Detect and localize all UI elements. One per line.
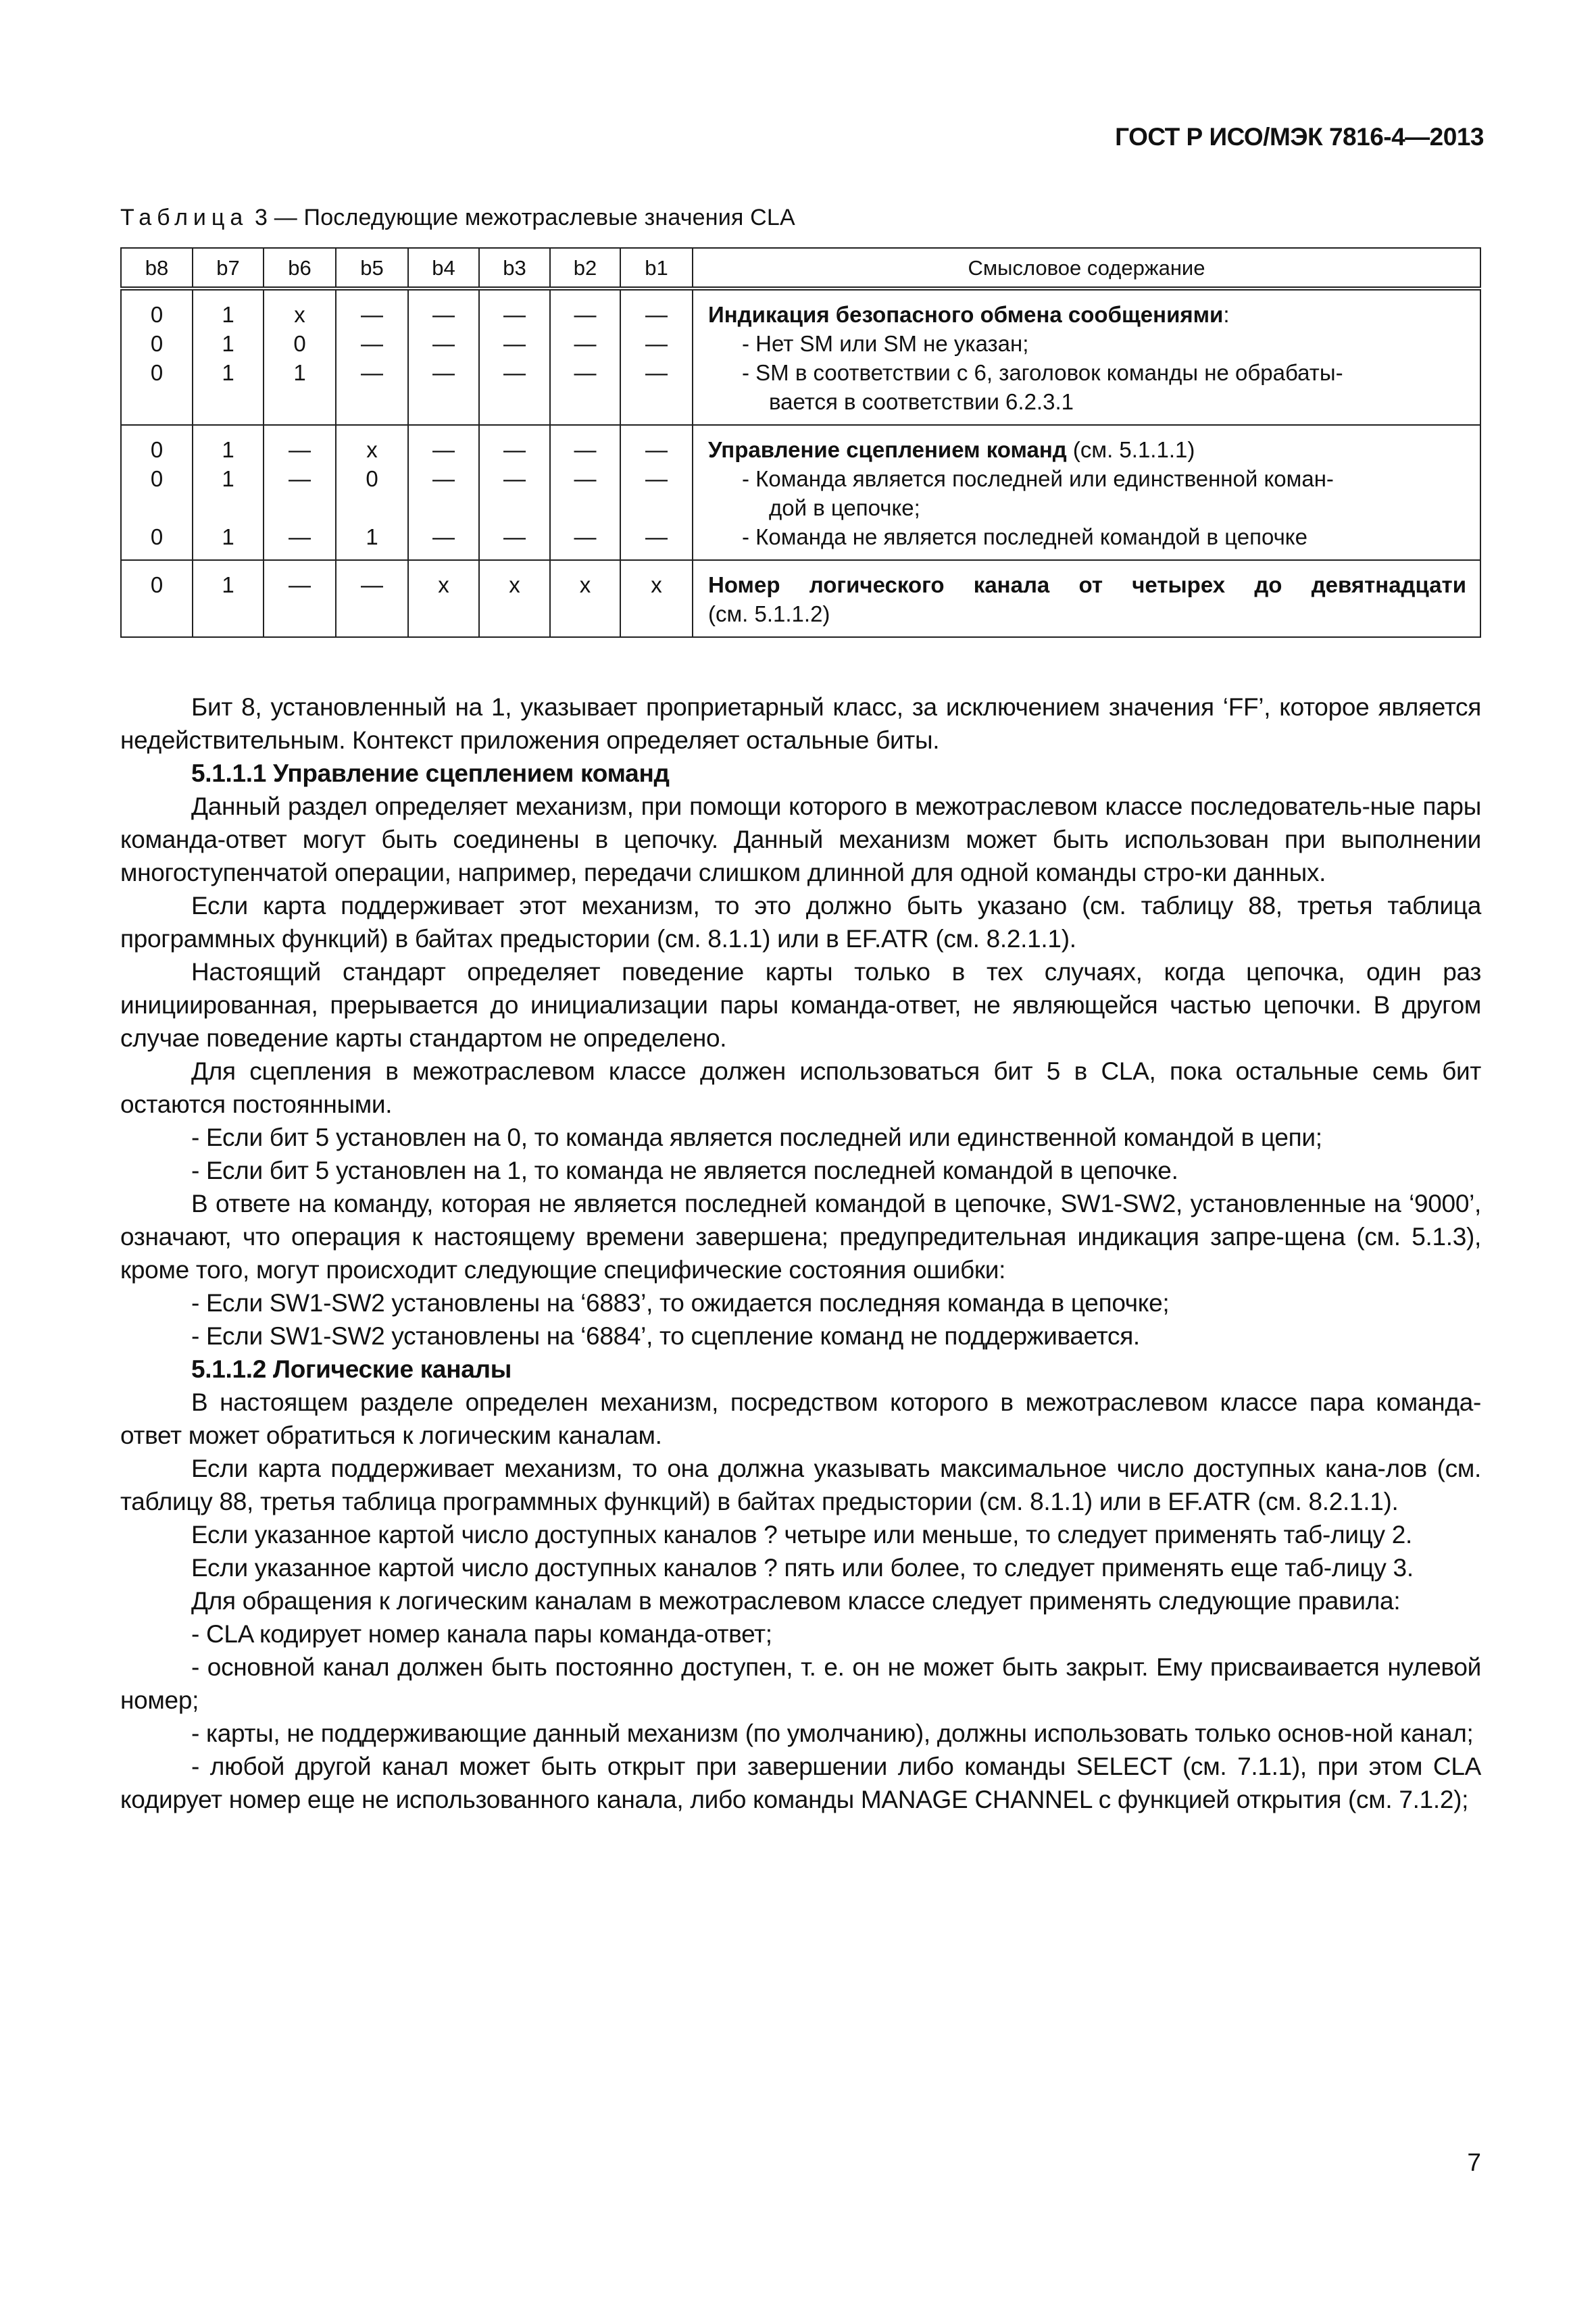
header-cell: b7 — [193, 248, 264, 288]
bit-cell: x — [408, 560, 479, 637]
list-item: - Если бит 5 установлен на 1, то команда не является последней командой в цепочке. — [191, 1157, 1178, 1184]
section-heading: 5.1.1.2 Логические каналы — [191, 1355, 512, 1383]
bit-cell: — — — — [408, 425, 479, 560]
paragraph: Если карта поддерживает этот механизм, то это должно быть указано (см. таблицу 88, третья таблица программных функций) в байтах предыстории (см. 8.1.1) или в EF.ATR (см. 8.2.1.1). — [120, 892, 1481, 953]
cla-values-table — [120, 247, 1481, 638]
page-number: 7 — [1467, 2148, 1481, 2176]
table-row — [121, 288, 1480, 425]
bit-cell: — — — — [550, 288, 620, 425]
paragraph: Если указанное картой число доступных каналов ? четыре или меньше, то следует применять таб-лицу 2. — [191, 1521, 1412, 1549]
bit-cell: 1 1 1 — [193, 425, 264, 560]
bit-cell: — — — — [620, 425, 693, 560]
bit-cell: — — — — [479, 425, 550, 560]
meaning-cell — [693, 560, 1480, 637]
meaning-item: - SM в соответствии с 6, заголовок команды не обрабаты- — [742, 360, 1343, 385]
header-cell: b3 — [479, 248, 550, 288]
list-item: - Если бит 5 установлен на 0, то команда является последней или единственной командой в цепи; — [191, 1124, 1322, 1151]
bit-cell: 1 — [193, 560, 264, 637]
list-item: - CLA кодирует номер канала пары команда-ответ; — [191, 1620, 772, 1648]
meaning-item: - Команда является последней или единственной коман- — [742, 466, 1334, 491]
meaning-item: - Команда не является последней командой в цепочке — [742, 524, 1307, 549]
paragraph: Если указанное картой число доступных каналов ? пять или более, то следует применять еще таб-лицу 3. — [191, 1554, 1414, 1582]
paragraph: В настоящем разделе определен механизм, посредством которого в межотраслевом классе пара команда-ответ может обратиться к логическим каналам. — [120, 1388, 1481, 1449]
bit-cell: x 0 1 — [264, 288, 336, 425]
paragraph: Для сцепления в межотраслевом классе должен использоваться бит 5 в CLA, пока остальные семь бит остаются постоянными. — [120, 1057, 1481, 1118]
document-header: ГОСТ Р ИСО/МЭК 7816-4—2013 — [1115, 123, 1484, 151]
paragraph: Данный раздел определяет механизм, при помощи которого в межотраслевом классе последователь-ные пары команда-ответ могут быть соединены в цепочку. Данный механизм может быть использован при выполнении многоступенчатой операции, например, передачи слишком длинной для одной команды стро-ки данных. — [120, 793, 1481, 886]
paragraph: Настоящий стандарт определяет поведение карты только в тех случаях, когда цепочка, один раз инициированная, прерывается до инициализации пары команда-ответ, не являющейся частью цепочки. В другом случае поведение карты стандартом не определено. — [120, 958, 1481, 1052]
bit-cell: x — [479, 560, 550, 637]
bit-cell: 0 — [121, 560, 193, 637]
bit-cell: — — — — [479, 288, 550, 425]
list-item: - Если SW1-SW2 установлены на ‘6884’, то сцепление команд не поддерживается. — [191, 1322, 1140, 1350]
paragraph: Бит 8, установленный на 1, указывает проприетарный класс, за исключением значения ‘FF’, которое является недействительным. Контекст приложения определяет остальные биты. — [120, 693, 1481, 754]
paragraph: Если карта поддерживает механизм, то она должна указывать максимальное число доступных кана-лов (см. таблицу 88, третья таблица программных функций) в байтах предыстории (см. 8.1.1) или в EF.ATR (см. 8.2.1.1). — [120, 1455, 1481, 1515]
list-item: - любой другой канал может быть открыт при завершении либо команды SELECT (см. 7.1.1), при этом CLA кодирует номер еще не использованного канала, либо команды MANAGE CHANNEL с функцией открытия (см. 7.1.2); — [120, 1753, 1481, 1813]
table-row — [121, 560, 1480, 637]
meaning-cell: Индикация безопасного обмена сообщениями: - Нет SM или SM не указан; - SM в соответствии с 6, заголовок команды не обрабаты- вается в соответствии 6.2.3.1 — [693, 288, 1480, 425]
bit-cell: x — [550, 560, 620, 637]
meaning-item: вается в соответствии 6.2.3.1 — [769, 389, 1074, 414]
header-cell: b1 — [620, 248, 693, 288]
meaning-title: Индикация безопасного обмена сообщениями — [708, 302, 1224, 327]
table-row — [121, 425, 1480, 560]
table-caption-text: 3 — Последующие межотраслевые значения CLA — [248, 205, 795, 230]
body-text — [120, 690, 1481, 1816]
meaning-item: - Нет SM или SM не указан; — [742, 331, 1029, 356]
paragraph: В ответе на команду, которая не является последней командой в цепочке, SW1-SW2, установленные на ‘9000’, означают, что операция к настоящему времени завершена; предупредительная индикация запре-щена (см. 5.1.3), кроме того, могут происходит следующие специфические состояния ошибки: — [120, 1190, 1481, 1284]
bit-cell: — — [264, 560, 336, 637]
meaning-item: дой в цепочке; — [769, 495, 920, 520]
header-cell: b8 — [121, 248, 193, 288]
bit-cell: — — — — [620, 288, 693, 425]
bit-cell: x 0 1 — [336, 425, 408, 560]
meaning-item: (см. 5.1.1.2) — [708, 601, 830, 626]
header-cell: b6 — [264, 248, 336, 288]
table-caption-word: Таблица — [120, 205, 249, 230]
list-item: - основной канал должен быть постоянно доступен, т. е. он не может быть закрыт. Ему присваивается нулевой номер; — [120, 1653, 1481, 1714]
bit-cell: — — — — [408, 288, 479, 425]
section-heading: 5.1.1.1 Управление сцеплением команд — [191, 759, 670, 787]
bit-cell: 0 0 0 — [121, 288, 193, 425]
meaning-title: Управление сцеплением команд — [708, 437, 1067, 462]
table-header-row — [121, 248, 1480, 288]
bit-cell: — — [336, 560, 408, 637]
list-item: - карты, не поддерживающие данный механизм (по умолчанию), должны использовать только основ-ной канал; — [191, 1719, 1474, 1747]
bit-cell: 1 1 1 — [193, 288, 264, 425]
bit-cell: 0 0 0 — [121, 425, 193, 560]
bit-cell: — — — — [550, 425, 620, 560]
meaning-cell: Управление сцеплением команд (см. 5.1.1.1) - Команда является последней или единственной коман- дой в цепочке; - Команда не является последней командой в цепочке — [693, 425, 1480, 560]
header-cell: b2 — [550, 248, 620, 288]
bit-cell: — — — — [336, 288, 408, 425]
header-cell: b4 — [408, 248, 479, 288]
header-cell: b5 — [336, 248, 408, 288]
table-caption — [120, 205, 795, 231]
meaning-title: Номер логического канала от четырех до девятнадцати — [708, 572, 1466, 597]
bit-cell: x — [620, 560, 693, 637]
bit-cell: — — — — [264, 425, 336, 560]
header-cell: Смысловое содержание — [693, 248, 1480, 288]
list-item: - Если SW1-SW2 установлены на ‘6883’, то ожидается последняя команда в цепочке; — [191, 1289, 1170, 1317]
paragraph: Для обращения к логическим каналам в межотраслевом классе следует применять следующие правила: — [191, 1587, 1401, 1615]
